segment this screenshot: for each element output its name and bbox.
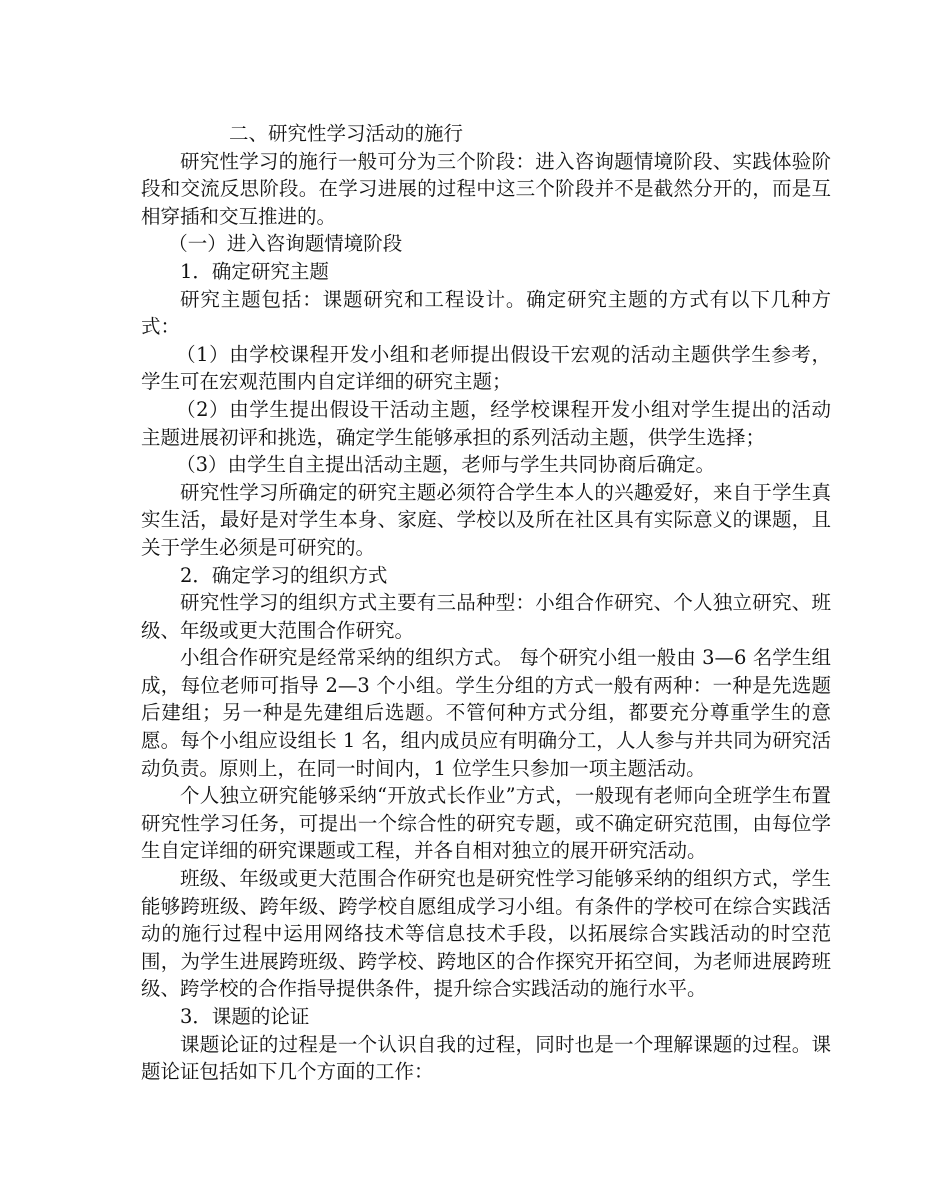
paragraph-topic-requirements: 研究性学习所确定的研究主题必须符合学生本人的兴趣爱好，来自于学生真实生活，最好是对学生本身、家庭、学校以及所在社区具有实际意义的课题，且关于学生必须是可研究的。 <box>141 480 831 559</box>
paragraph-class-research: 班级、年级或更大范围合作研究也是研究性学习能够采纳的组织方式，学生能够跨班级、跨年级、跨学校自愿组成学习小组。有条件的学校可在综合实践活动的施行过程中运用网络技术等信息技术手段，以拓展综合实践活动的时空范围，为学生进展跨班级、跨学校、跨地区的合作探究开拓空间，为老师进展跨班级、跨学校的合作指导提供条件，提升综合实践活动的施行水平。 <box>141 867 831 1001</box>
paragraph-group-research: 小组合作研究是经常采纳的组织方式。 每个研究小组一般由 3—6 名学生组成，每位老师可指导 2—3 个小组。学生分组的方式一般有两种：一种是先选题后建组；另一种是先建组后选题。不管何种方式分组，都要充分尊重学生的意愿。每个小组应设组长 1 名，组内成员应有明确分工，人人参与并共同为研究活动负责。原则上，在同一时间内，1 位学生只参加一项主题活动。 <box>141 646 831 780</box>
subheading-demonstration: 3．课题的论证 <box>180 1005 310 1028</box>
list-item-2: （2）由学生提出假设干活动主题，经学校课程开发小组对学生提出的活动主题进展初评和挑选，确定学生能够承担的系列活动主题，供学生选择； <box>141 397 831 449</box>
paragraph-organization-types: 研究性学习的组织方式主要有三品种型：小组合作研究、个人独立研究、班级、年级或更大范围合作研究。 <box>141 591 831 642</box>
document-body <box>141 120 831 1086</box>
paragraph-topic-types: 研究主题包括：课题研究和工程设计。确定研究主题的方式有以下几种方式： <box>141 287 831 339</box>
stage-heading: （一）进入咨询题情境阶段 <box>168 232 403 256</box>
subheading-topic: 1．确定研究主题 <box>180 259 329 283</box>
paragraph-demonstration: 课题论证的过程是一个认识自我的过程，同时也是一个理解课题的过程。课题论证包括如下几个方面的工作： <box>141 1032 831 1084</box>
list-item-3: （3）由学生自主提出活动主题，老师与学生共同协商后确定。 <box>176 453 716 477</box>
section-heading: 二、研究性学习活动的施行 <box>229 122 464 145</box>
paragraph-individual-research: 个人独立研究能够采纳“开放式长作业”方式，一般现有老师向全班学生布置研究性学习任务，可提出一个综合性的研究专题，或不确定研究范围，由每位学生自定详细的研究课题或工程，并各自相对独立的展开研究活动。 <box>141 784 831 863</box>
intro-paragraph: 研究性学习的施行一般可分为三个阶段：进入咨询题情境阶段、实践体验阶段和交流反思阶段。在学习进展的过程中这三个阶段并不是截然分开的，而是互相穿插和交互推进的。 <box>141 149 831 228</box>
subheading-organization: 2．确定学习的组织方式 <box>180 563 388 587</box>
list-item-1: （1）由学校课程开发小组和老师提出假设干宏观的活动主题供学生参考，学生可在宏观范围内自定详细的研究主题； <box>141 342 831 394</box>
